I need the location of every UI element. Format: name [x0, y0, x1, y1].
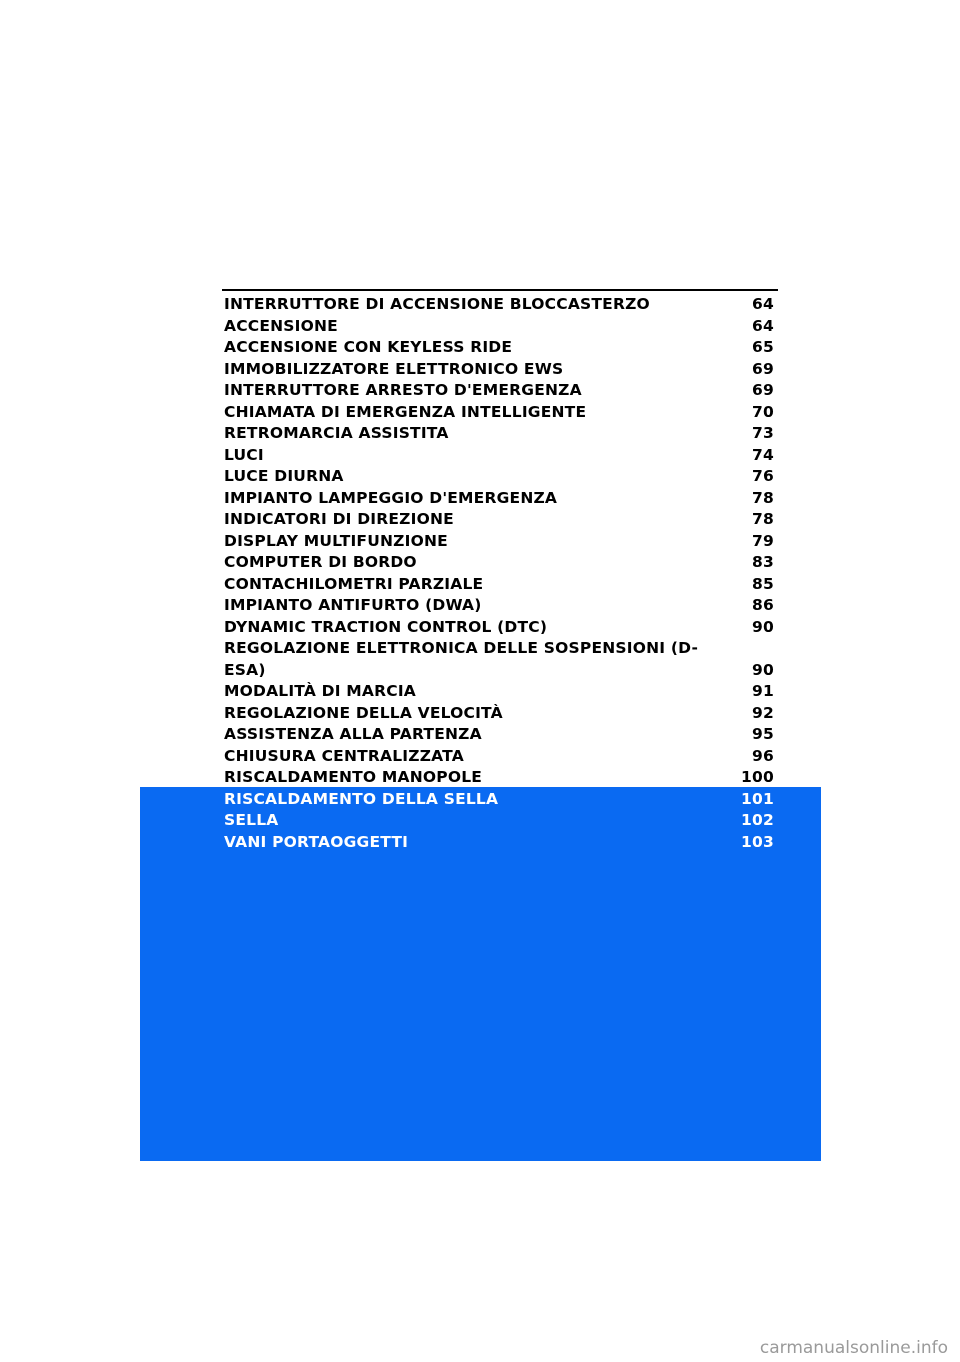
toc-entry-page: 73 [752, 424, 774, 442]
toc-entry-title: ACCENSIONE [224, 316, 338, 335]
toc-entry[interactable] [224, 359, 774, 381]
toc-entry[interactable] [224, 337, 774, 359]
toc-entry[interactable] [224, 316, 774, 338]
toc-entry[interactable] [224, 681, 774, 703]
toc-entry-title: RISCALDAMENTO MANOPOLE [224, 768, 483, 786]
toc-entry[interactable] [224, 509, 774, 531]
watermark-text: carmanualsonline.info [759, 1338, 948, 1358]
toc-entry-title: IMPIANTO LAMPEGGIO D'EMERGENZA [224, 488, 558, 507]
toc-entry[interactable] [224, 595, 774, 617]
toc-entry-page: 78 [752, 510, 774, 528]
toc-entry-title: RISCALDAMENTO DELLA SELLA [224, 789, 499, 808]
toc-entry-page: 64 [752, 316, 774, 335]
toc-entry-page: 64 [752, 295, 774, 313]
toc-entry-title: CHIAMATA DI EMERGENZA INTELLIGENTE [224, 402, 587, 421]
toc-entry-title: LUCE DIURNA [224, 467, 344, 485]
toc-entry[interactable] [224, 810, 774, 832]
toc-entry-page: 101 [741, 789, 774, 808]
toc-entry-title: ASSISTENZA ALLA PARTENZA [224, 725, 482, 743]
toc-entry-title: CHIUSURA CENTRALIZZATA [224, 746, 464, 765]
toc-entry-page: 76 [752, 467, 774, 485]
toc-entry[interactable] [224, 423, 774, 445]
toc-entry-title: DISPLAY MULTIFUNZIONE [224, 531, 448, 550]
toc-entry-title: ACCENSIONE CON KEYLESS RIDE [224, 338, 513, 356]
toc-entry[interactable] [224, 466, 774, 488]
toc-entry-title: IMPIANTO ANTIFURTO (DWA) [224, 596, 482, 614]
toc-entry-page: 74 [752, 445, 774, 464]
toc-entry[interactable] [224, 488, 774, 510]
toc-entry-page: 90 [752, 617, 774, 636]
toc-entry[interactable] [224, 746, 774, 768]
toc-entry-title: MODALITÀ DI MARCIA [224, 682, 416, 700]
toc-entry-page: 92 [752, 703, 774, 722]
toc-entry-page: 69 [752, 359, 774, 378]
toc-entry[interactable] [224, 617, 774, 639]
toc-entry-page: 69 [752, 381, 774, 399]
toc-entry[interactable] [224, 574, 774, 596]
toc-entry-title: CONTACHILOMETRI PARZIALE [224, 574, 484, 593]
table-of-contents [224, 294, 774, 853]
toc-entry-page: 85 [752, 574, 774, 593]
toc-entry-title: IMMOBILIZZATORE ELETTRONICO EWS [224, 359, 564, 378]
toc-entry[interactable] [224, 832, 774, 854]
toc-entry-title: DYNAMIC TRACTION CONTROL (DTC) [224, 617, 548, 636]
toc-entry-page: 100 [741, 768, 774, 786]
toc-entry-title: VANI PORTAOGGETTI [224, 832, 409, 851]
toc-entry-page: 95 [752, 725, 774, 743]
toc-entry[interactable] [224, 789, 774, 811]
toc-entry[interactable] [224, 703, 774, 725]
toc-entry[interactable] [224, 380, 774, 402]
toc-entry-page: 70 [752, 402, 774, 421]
toc-entry-title: REGOLAZIONE DELLA VELOCITÀ [224, 703, 503, 722]
toc-entry-page: 102 [741, 811, 774, 829]
toc-entry-title: INDICATORI DI DIREZIONE [224, 510, 454, 528]
toc-entry-title: INTERRUTTORE DI ACCENSIONE BLOCCASTERZO [224, 295, 650, 313]
toc-entry[interactable] [224, 531, 774, 553]
toc-entry-page: 79 [752, 531, 774, 550]
toc-entry-page: 91 [752, 682, 774, 700]
toc-entry-title: LUCI [224, 445, 264, 464]
toc-entry[interactable] [224, 724, 774, 746]
toc-entry-page: 96 [752, 746, 774, 765]
toc-entry-title: INTERRUTTORE ARRESTO D'EMERGENZA [224, 381, 582, 399]
top-rule [222, 289, 778, 291]
toc-entry-title: REGOLAZIONE ELETTRONICA DELLE SOSPENSIONI (D-ESA) [224, 639, 699, 679]
toc-entry[interactable] [224, 552, 774, 574]
toc-entry-page: 86 [752, 596, 774, 614]
toc-entry-page: 83 [752, 553, 774, 571]
toc-entry[interactable] [224, 445, 774, 467]
toc-entry-page: 90 [752, 660, 774, 679]
toc-entry-page: 78 [752, 488, 774, 507]
toc-entry[interactable] [224, 294, 774, 316]
toc-entry-title: COMPUTER DI BORDO [224, 553, 417, 571]
toc-entry-page: 103 [741, 832, 774, 851]
toc-entry[interactable] [224, 767, 774, 789]
toc-entry-title: SELLA [224, 811, 279, 829]
toc-entry[interactable] [224, 402, 774, 424]
toc-entry-page: 65 [752, 338, 774, 356]
toc-entry[interactable] [224, 638, 774, 681]
toc-entry-title: RETROMARCIA ASSISTITA [224, 424, 449, 442]
